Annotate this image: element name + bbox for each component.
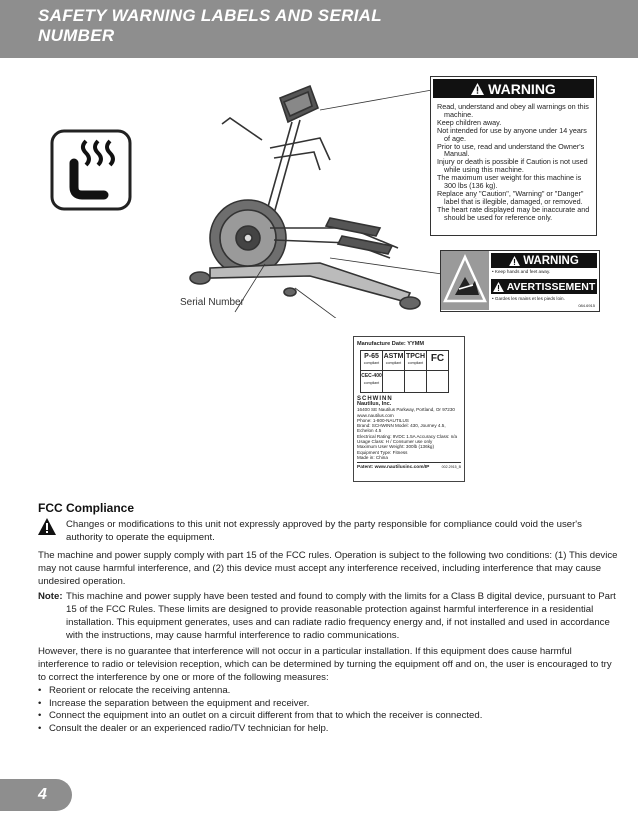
manufacture-date: Manufacture Date: YYMM (357, 341, 425, 347)
warning-item: The heart rate displayed may be inaccurate and should be used for reference only. (437, 204, 590, 222)
warning-item: Not intended for use by anyone under 14 years of age. (437, 125, 587, 143)
warning-item: Injury or death is possible if Caution is not used while using this machine. (437, 157, 588, 175)
warning-item: Read, understand and obey all warnings on this machine. (437, 102, 589, 119)
fcc-heading: FCC Compliance (38, 501, 135, 515)
warning-label (430, 76, 597, 236)
brand-model: Brand: SCHWINN Model: 430, Journey 4.5, Echelon 4.5 (357, 423, 446, 434)
serial-number-caption: Serial Number (180, 297, 244, 308)
cert-tpch: TPCH compliant (405, 351, 427, 371)
warning-triangle-icon (471, 83, 484, 95)
warning-item: The maximum user weight for this machine is 300 lbs (136 kg). (437, 173, 582, 191)
company-web: www.nautilus.com (357, 412, 394, 418)
cert-empty-cell (383, 371, 405, 393)
warning-triangle-icon (493, 282, 504, 292)
note-text: This machine and power supply have been tested and found to comply with the limits for a Class B digital device, pursuant to Part 15 of the FCC Rules. These limits are designed to provide reasonable protection against harmful interference in a residential installation. This equipment generates, uses and can radiate radio frequency energy and, if not installed and used in accordance with the instructions, may cause harmful interference to radio communications. (66, 591, 616, 641)
pinch-hazard-icon (441, 251, 489, 310)
company-phone: Phone: 1-800-NAUTILUS (357, 417, 409, 423)
measure-item: • Reorient or relocate the receiving antenna. (38, 685, 620, 698)
warning-item: Replace any "Caution", "Warning" or "Danger" label that is illegible, damaged, or removed. (437, 188, 584, 206)
note-label: Note: (38, 591, 63, 602)
elliptical-machine-drawing (170, 78, 460, 318)
fcc-paragraph: The machine and power supply comply with part 15 of the FCC rules. Operation is subject to the following two conditions: (1) This device may not cause harmful interference, and (2) this device must accept any interference received, including interference that may cause undesired operation. (38, 550, 618, 587)
hot-surface-icon (50, 129, 132, 211)
pinch-avertissement-text: • Gardes les mains et les pieds loin. (492, 296, 565, 301)
measure-item: • Consult the dealer or an experienced radio/TV technician for help. (38, 723, 620, 736)
cert-p65: P-65 compliant (361, 351, 383, 371)
usage-class: Usage Class: H / Consumer use only (357, 439, 433, 445)
pinch-avertissement-heading-text: AVERTISSEMENT (506, 280, 596, 293)
cert-astm: ASTM compliant (383, 351, 405, 371)
company-address: 16400 SE Nautilus Parkway, Portland, Or 97230 (357, 407, 455, 413)
measures-list (38, 685, 620, 735)
brand-logo: SCHWINN (357, 396, 393, 402)
warning-list (431, 100, 596, 222)
certification-grid (360, 350, 449, 393)
measure-item: • Increase the separation between the equipment and receiver. (38, 698, 620, 711)
serial-label-code: 002.2915_B (441, 465, 461, 470)
made-in: Made in: China (357, 454, 388, 460)
warning-item: Keep children away. (437, 117, 502, 127)
caution-text: Changes or modifications to this unit not expressly approved by the party responsible for compliance could void the user's authority to operate the equipment. (66, 519, 582, 543)
cert-cec: CEC-400 compliant (361, 371, 383, 393)
page-title: SAFETY WARNING LABELS AND SERIAL NUMBER (38, 6, 382, 45)
page-number: 4 (38, 786, 47, 803)
patent-line: Patent: www.nautilusinc.com/IP 002.2915_B (357, 462, 461, 470)
company-name: Nautilus, Inc. (357, 401, 392, 407)
fcc-paragraph-2: However, there is no guarantee that interference will not occur in a particular installation. If this equipment does cause harmful interference to radio or television reception, which can be determined by turning the equipment off and on, the user is encouraged to try to correct the interference by one or more of the following measures: (38, 646, 612, 683)
cert-empty-cell (427, 371, 449, 393)
electrical-rating: Electrical Rating: 9VDC 1.5A Accuracy Class: n/a (357, 433, 458, 439)
pinch-warning-heading (491, 253, 597, 268)
figure (0, 64, 638, 494)
warning-triangle-icon (509, 256, 520, 266)
equipment-type: Equipment Type: Fitness (357, 449, 408, 455)
max-user-weight: Maximum User Weight: 300lb (136kg) (357, 444, 435, 450)
serial-label (353, 336, 465, 482)
pinch-warning-heading-text: WARNING (523, 254, 579, 267)
warning-item: Prior to use, read and understand the Owner's Manual. (437, 141, 585, 159)
cert-fcc: FC (427, 351, 449, 371)
page-number-tab (0, 779, 72, 811)
pinch-label-code: 084.6915 (578, 303, 595, 308)
pinch-warning-label (440, 250, 600, 312)
cert-empty-cell (405, 371, 427, 393)
warning-heading (433, 79, 594, 98)
caution-triangle-icon (38, 518, 56, 535)
pinch-warning-text: • Keep hands and feet away. (492, 269, 551, 274)
warning-heading-text: WARNING (488, 80, 556, 97)
measure-item: • Connect the equipment into an outlet on a circuit different from that to which the receiver is connected. (38, 710, 620, 723)
pinch-avertissement-heading (491, 279, 597, 294)
